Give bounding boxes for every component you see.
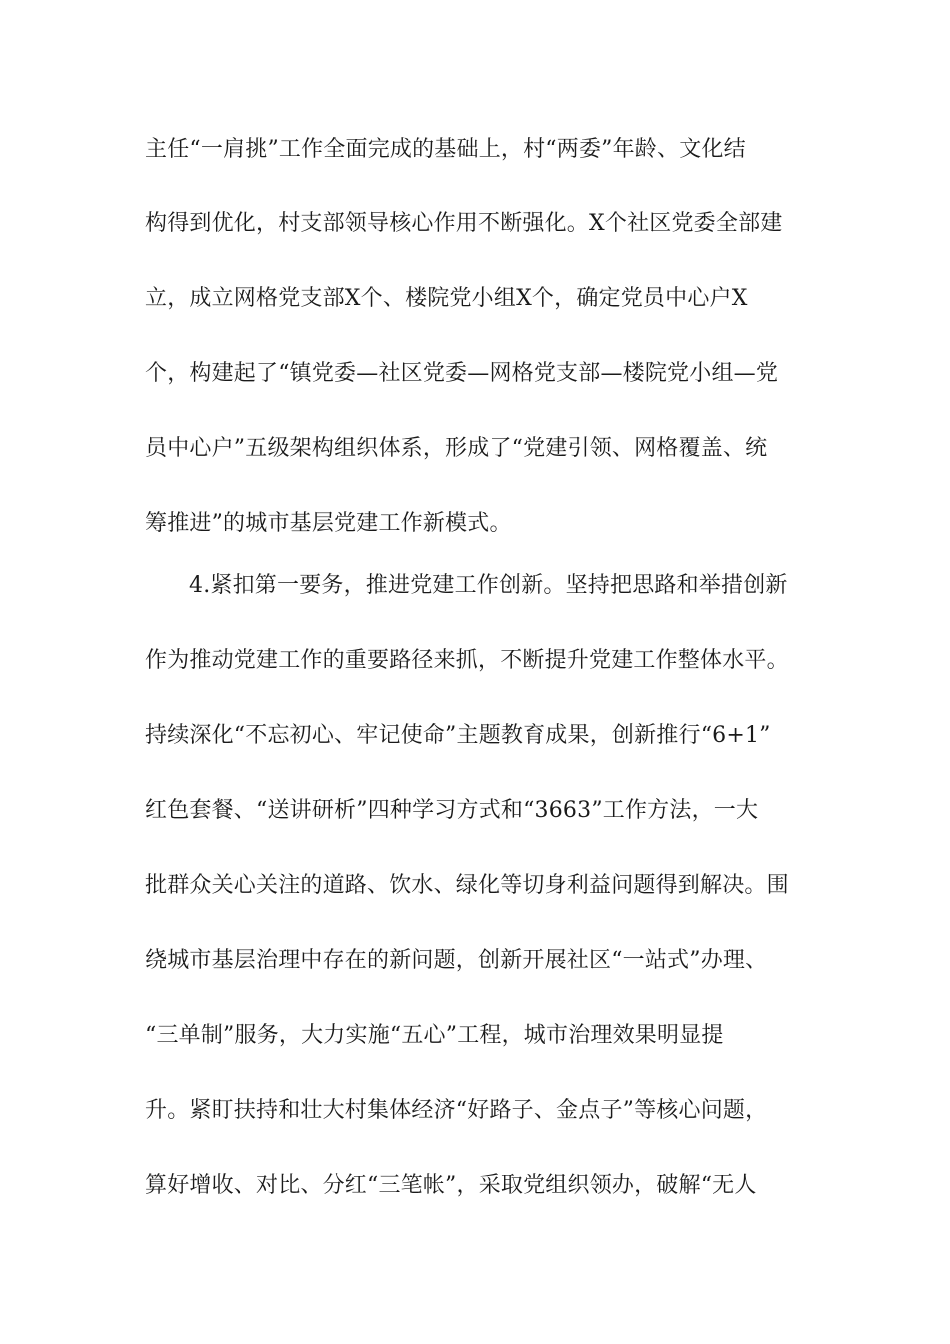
- text-line-1: 主任“一肩挑”工作全面完成的基础上，村“两委”年龄、文化结: [145, 137, 746, 162]
- text-line-9: 持续深化“不忘初心、牢记使命”主题教育成果，创新推行“6+1”: [145, 723, 771, 748]
- text-line-10: 红色套餐、“送讲研析”四种学习方式和“3663”工作方法，一大: [145, 798, 759, 823]
- text-line-4: 个，构建起了“镇党委—社区党委—网格党支部—楼院党小组—党: [145, 361, 779, 386]
- text-line-6: 筹推进”的城市基层党建工作新模式。: [145, 511, 512, 536]
- text-line-3: 立，成立网格党支部X个、楼院党小组X个，确定党员中心户X: [145, 286, 748, 311]
- text-line-5: 员中心户”五级架构组织体系，形成了“党建引领、网格覆盖、统: [145, 436, 768, 461]
- text-line-8: 作为推动党建工作的重要路径来抓，不断提升党建工作整体水平。: [145, 648, 789, 673]
- text-line-2: 构得到优化，村支部领导核心作用不断强化。X个社区党委全部建: [145, 211, 783, 236]
- text-line-13: “三单制”服务，大力实施“五心”工程，城市治理效果明显提: [145, 1023, 724, 1048]
- text-line-11: 批群众关心关注的道路、饮水、绿化等切身利益问题得到解决。围: [145, 873, 789, 898]
- paragraph-4-first-line: 4.紧扣第一要务，推进党建工作创新。坚持把思路和举措创新: [189, 573, 788, 598]
- text-line-15: 算好增收、对比、分红“三笔帐”，采取党组织领办，破解“无人: [145, 1173, 757, 1198]
- text-line-14: 升。紧盯扶持和壮大村集体经济“好路子、金点子”等核心问题，: [145, 1098, 768, 1123]
- text-line-12: 绕城市基层治理中存在的新问题，创新开展社区“一站式”办理、: [145, 948, 768, 973]
